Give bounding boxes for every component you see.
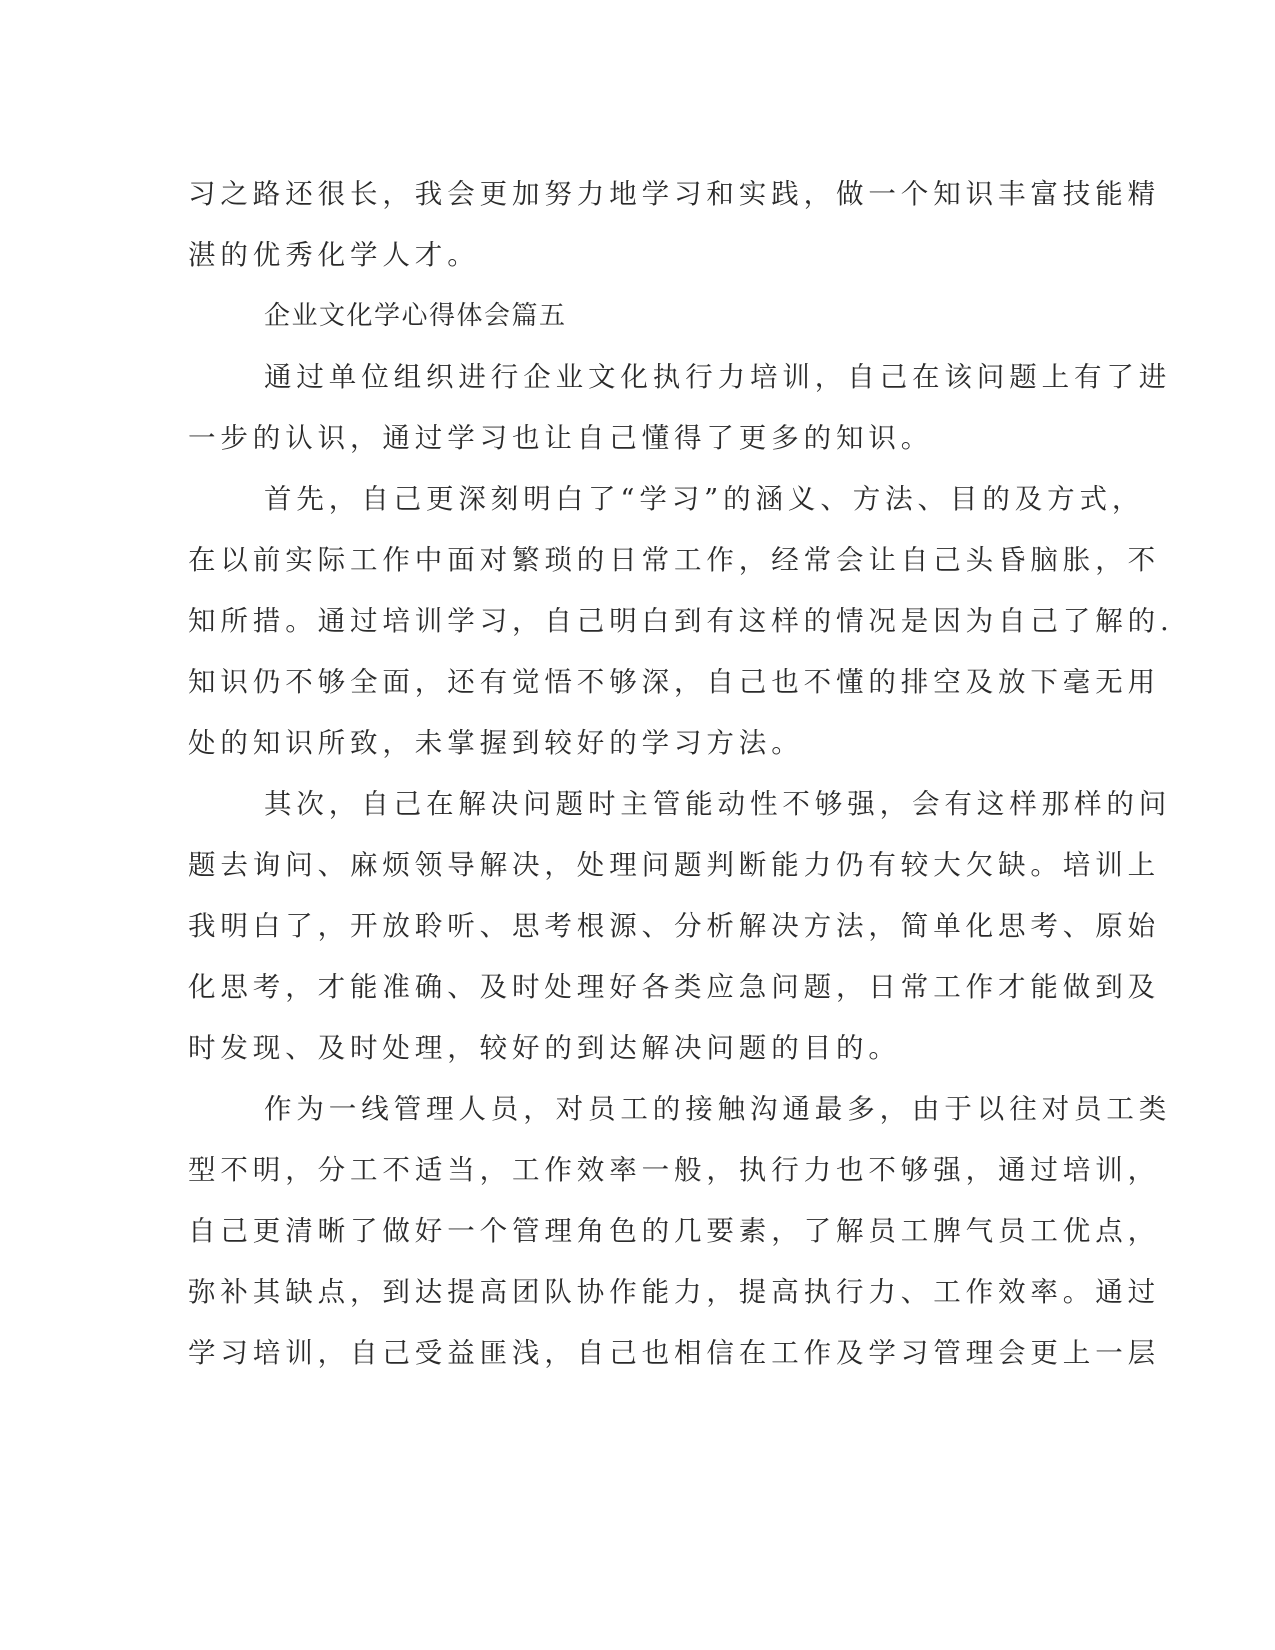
text-line: 知所措。通过培训学习，自己明白到有这样的情况是因为自己了解的. — [188, 605, 1174, 637]
text-line: 型不明，分工不适当，工作效率一般，执行力也不够强，通过培训， — [188, 1154, 1160, 1186]
text-line: 处的知识所致，未掌握到较好的学习方法。 — [188, 727, 804, 759]
text-line: 化思考，才能准确、及时处理好各类应急问题，日常工作才能做到及 — [188, 971, 1160, 1003]
section-heading: 企业文化学心得体会篇五 — [264, 301, 567, 331]
text-line: 习之路还很长，我会更加努力地学习和实践，做一个知识丰富技能精 — [188, 178, 1160, 210]
paragraph-start: 通过单位组织进行企业文化执行力培训，自己在该问题上有了进 — [264, 361, 1172, 393]
text-line: 弥补其缺点，到达提高团队协作能力，提高执行力、工作效率。通过 — [188, 1276, 1160, 1308]
paragraph-start: 首先，自己更深刻明白了“学习”的涵义、方法、目的及方式， — [264, 483, 1145, 515]
text-line: 我明白了，开放聆听、思考根源、分析解决方法，简单化思考、原始 — [188, 910, 1160, 942]
text-line: 自己更清晰了做好一个管理角色的几要素，了解员工脾气员工优点， — [188, 1215, 1160, 1247]
text-line: 在以前实际工作中面对繁琐的日常工作，经常会让自己头昏脑胀，不 — [188, 544, 1160, 576]
paragraph-start: 其次，自己在解决问题时主管能动性不够强，会有这样那样的问 — [264, 788, 1172, 820]
text-line: 时发现、及时处理，较好的到达解决问题的目的。 — [188, 1032, 901, 1064]
body-text — [188, 164, 1174, 1384]
text-line: 学习培训，自己受益匪浅，自己也相信在工作及学习管理会更上一层 — [188, 1337, 1160, 1369]
text-line: 题去询问、麻烦领导解决，处理问题判断能力仍有较大欠缺。培训上 — [188, 849, 1160, 881]
text-line: 知识仍不够全面，还有觉悟不够深，自己也不懂的排空及放下毫无用 — [188, 666, 1160, 698]
text-line: 一步的认识，通过学习也让自己懂得了更多的知识。 — [188, 422, 934, 454]
paragraph-start: 作为一线管理人员，对员工的接触沟通最多，由于以往对员工类 — [264, 1093, 1172, 1125]
text-line: 湛的优秀化学人才。 — [188, 239, 480, 271]
